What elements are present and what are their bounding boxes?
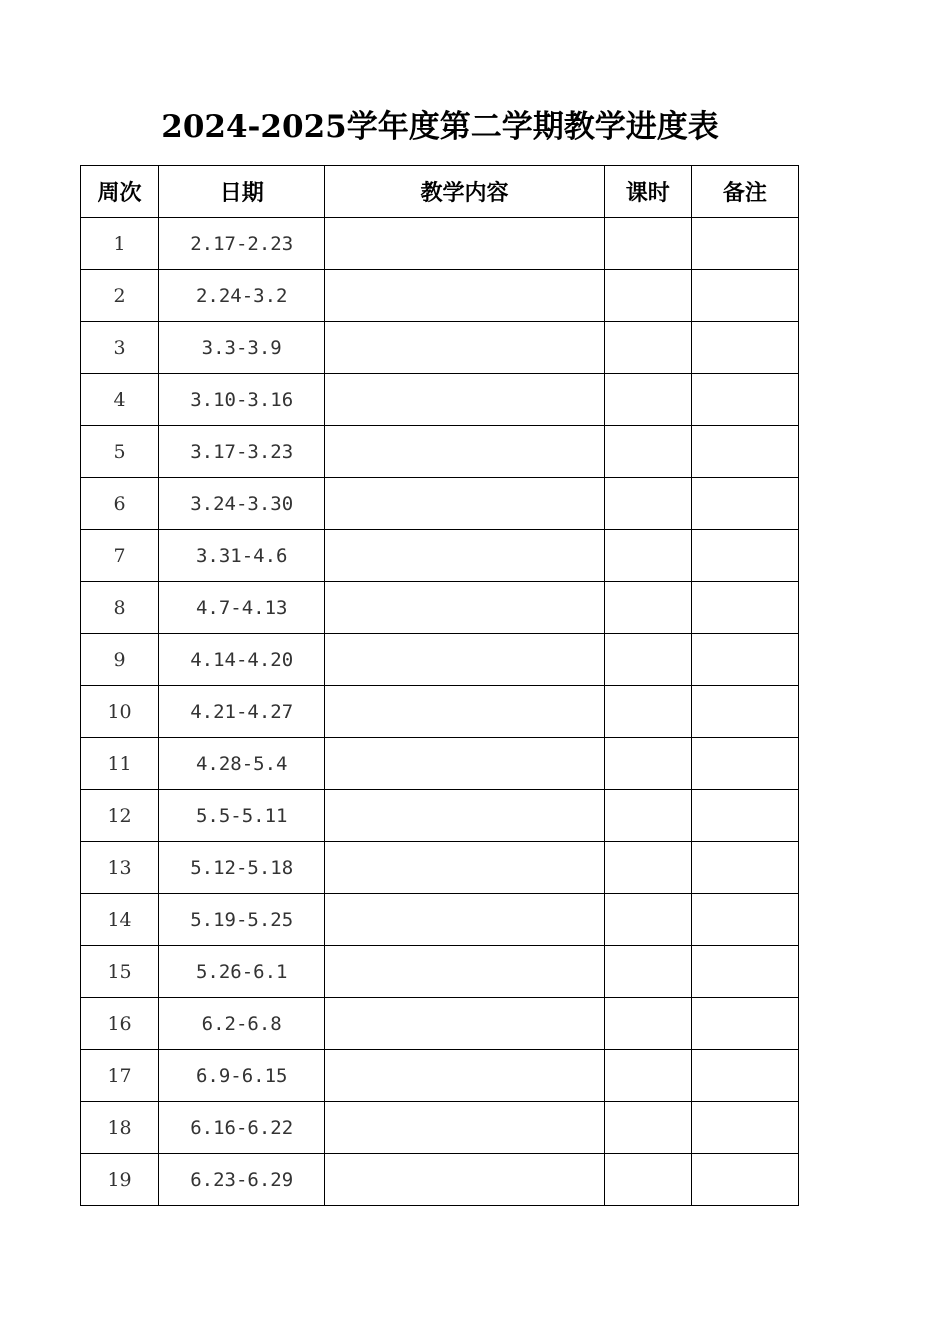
table-row [81,478,799,530]
cell-content [325,478,604,530]
table-row [81,1102,799,1154]
cell-week: 15 [81,946,159,998]
cell-week: 8 [81,582,159,634]
cell-week: 3 [81,322,159,374]
cell-hours [604,790,691,842]
cell-notes [691,270,798,322]
cell-week: 16 [81,998,159,1050]
cell-date: 6.2-6.8 [159,998,325,1050]
table-row [81,946,799,998]
cell-date: 3.10-3.16 [159,374,325,426]
table-row [81,582,799,634]
cell-hours [604,842,691,894]
cell-week: 14 [81,894,159,946]
table-row [81,1050,799,1102]
cell-notes [691,1154,798,1206]
cell-content [325,790,604,842]
cell-date: 3.24-3.30 [159,478,325,530]
cell-content [325,1154,604,1206]
cell-date: 3.17-3.23 [159,426,325,478]
cell-hours [604,946,691,998]
cell-hours [604,270,691,322]
cell-date: 6.23-6.29 [159,1154,325,1206]
cell-hours [604,1050,691,1102]
cell-date: 3.31-4.6 [159,530,325,582]
schedule-table [80,165,799,1206]
cell-hours [604,426,691,478]
cell-hours [604,374,691,426]
table-row [81,1154,799,1206]
cell-hours [604,582,691,634]
cell-content [325,426,604,478]
cell-notes [691,738,798,790]
cell-week: 2 [81,270,159,322]
cell-week: 19 [81,1154,159,1206]
cell-content [325,322,604,374]
header-notes: 备注 [691,166,798,218]
cell-notes [691,842,798,894]
cell-hours [604,738,691,790]
cell-content [325,946,604,998]
cell-hours [604,478,691,530]
cell-content [325,530,604,582]
cell-week: 6 [81,478,159,530]
cell-content [325,1050,604,1102]
cell-week: 4 [81,374,159,426]
table-row [81,322,799,374]
table-row [81,634,799,686]
cell-notes [691,894,798,946]
cell-notes [691,530,798,582]
cell-week: 12 [81,790,159,842]
cell-notes [691,634,798,686]
cell-content [325,270,604,322]
cell-hours [604,1102,691,1154]
cell-date: 4.21-4.27 [159,686,325,738]
cell-hours [604,686,691,738]
cell-content [325,1102,604,1154]
cell-date: 6.9-6.15 [159,1050,325,1102]
cell-content [325,842,604,894]
cell-hours [604,218,691,270]
table-row [81,218,799,270]
cell-notes [691,218,798,270]
cell-date: 5.26-6.1 [159,946,325,998]
cell-week: 17 [81,1050,159,1102]
cell-content [325,738,604,790]
cell-hours [604,998,691,1050]
table-row [81,998,799,1050]
cell-week: 9 [81,634,159,686]
cell-date: 4.28-5.4 [159,738,325,790]
cell-notes [691,686,798,738]
cell-notes [691,946,798,998]
cell-date: 5.5-5.11 [159,790,325,842]
cell-notes [691,322,798,374]
cell-notes [691,790,798,842]
header-week: 周次 [81,166,159,218]
cell-week: 7 [81,530,159,582]
cell-date: 3.3-3.9 [159,322,325,374]
header-content: 教学内容 [325,166,604,218]
cell-date: 6.16-6.22 [159,1102,325,1154]
cell-content [325,218,604,270]
cell-notes [691,1050,798,1102]
table-row [81,842,799,894]
cell-date: 5.12-5.18 [159,842,325,894]
cell-notes [691,374,798,426]
table-row [81,426,799,478]
cell-content [325,998,604,1050]
cell-week: 10 [81,686,159,738]
table-row [81,270,799,322]
cell-date: 2.24-3.2 [159,270,325,322]
cell-notes [691,582,798,634]
header-hours: 课时 [604,166,691,218]
cell-week: 13 [81,842,159,894]
cell-notes [691,478,798,530]
cell-week: 18 [81,1102,159,1154]
table-row [81,790,799,842]
cell-hours [604,530,691,582]
cell-hours [604,634,691,686]
table-header-row [81,166,799,218]
cell-hours [604,1154,691,1206]
table-row [81,894,799,946]
table-row [81,530,799,582]
cell-hours [604,322,691,374]
cell-week: 1 [81,218,159,270]
cell-content [325,374,604,426]
table-body [81,218,799,1206]
cell-content [325,686,604,738]
header-date: 日期 [159,166,325,218]
table-row [81,374,799,426]
cell-week: 5 [81,426,159,478]
cell-notes [691,426,798,478]
cell-date: 5.19-5.25 [159,894,325,946]
cell-content [325,582,604,634]
cell-date: 4.14-4.20 [159,634,325,686]
page-title: 2024-2025学年度第二学期教学进度表 [161,109,719,145]
cell-notes [691,1102,798,1154]
table-row [81,686,799,738]
cell-date: 2.17-2.23 [159,218,325,270]
cell-hours [604,894,691,946]
cell-notes [691,998,798,1050]
cell-content [325,894,604,946]
cell-week: 11 [81,738,159,790]
cell-content [325,634,604,686]
cell-date: 4.7-4.13 [159,582,325,634]
table-row [81,738,799,790]
